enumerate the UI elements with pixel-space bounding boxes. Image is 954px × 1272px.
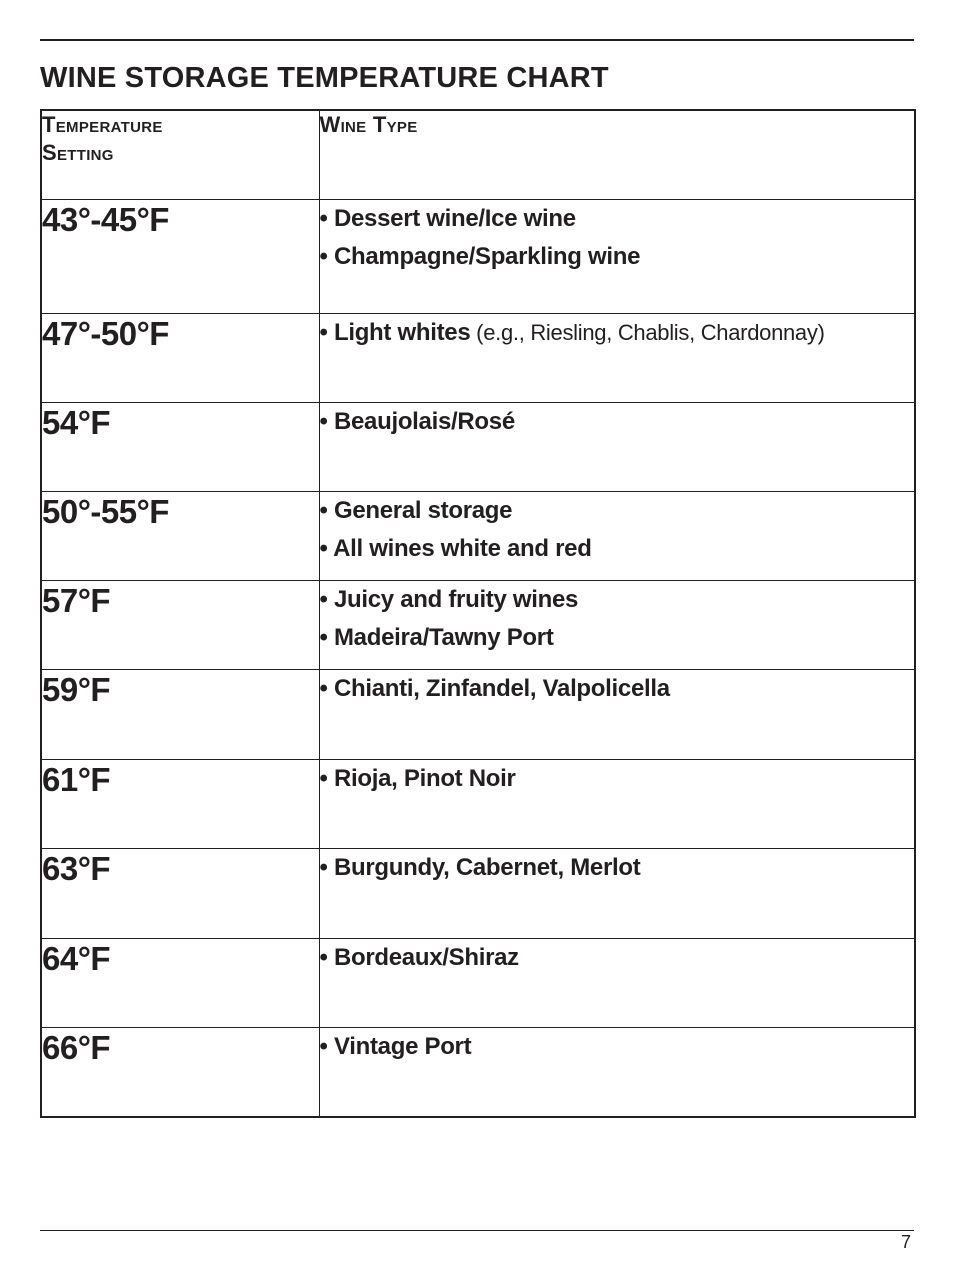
temperature-setting: 54°F xyxy=(41,403,319,492)
temperature-setting: 66°F xyxy=(41,1028,319,1117)
wine-type-item xyxy=(320,492,915,530)
table-row xyxy=(41,200,915,314)
wine-type-item xyxy=(320,403,915,441)
wine-type-item xyxy=(320,939,915,977)
wine-type-item xyxy=(320,530,915,568)
header-temperature-line2: Setting xyxy=(42,140,114,165)
wine-type-item xyxy=(320,760,915,798)
wine-type-cell xyxy=(319,492,915,581)
temperature-setting: 64°F xyxy=(41,939,319,1028)
wine-type-item xyxy=(320,200,915,238)
wine-type-cell xyxy=(319,200,915,314)
wine-type-label: • All wines white and red xyxy=(319,535,592,562)
wine-type-label: • Chianti, Zinfandel, Valpolicella xyxy=(319,675,670,702)
wine-type-label: • Light whites xyxy=(319,319,471,346)
table-row xyxy=(41,1028,915,1117)
wine-type-label: • General storage xyxy=(319,497,513,524)
wine-type-cell xyxy=(319,760,915,849)
wine-type-label: • Vintage Port xyxy=(319,1033,472,1060)
wine-type-label: • Madeira/Tawny Port xyxy=(319,624,554,651)
wine-type-item xyxy=(320,238,915,276)
wine-type-item xyxy=(320,849,915,887)
wine-type-item xyxy=(320,581,915,619)
table-body xyxy=(41,200,915,1117)
page-title: WINE STORAGE TEMPERATURE CHART xyxy=(40,62,609,94)
wine-type-cell xyxy=(319,314,915,403)
temperature-setting: 47°-50°F xyxy=(41,314,319,403)
top-rule xyxy=(40,39,914,41)
table-row xyxy=(41,581,915,670)
table-row xyxy=(41,760,915,849)
page-number: 7 xyxy=(900,1232,911,1252)
wine-type-item xyxy=(320,670,915,708)
wine-type-cell xyxy=(319,939,915,1028)
wine-type-item xyxy=(320,314,915,352)
wine-type-label: • Beaujolais/Rosé xyxy=(319,408,515,435)
wine-type-label: • Bordeaux/Shiraz xyxy=(319,944,519,971)
table-row xyxy=(41,849,915,939)
wine-type-label: • Rioja, Pinot Noir xyxy=(319,765,516,792)
wine-type-label: • Juicy and fruity wines xyxy=(319,586,579,613)
wine-type-cell xyxy=(319,581,915,670)
wine-type-cell xyxy=(319,670,915,760)
table-row xyxy=(41,403,915,492)
temperature-setting: 61°F xyxy=(41,760,319,849)
wine-type-cell xyxy=(319,849,915,939)
header-temperature-setting xyxy=(41,110,319,200)
wine-type-cell xyxy=(319,1028,915,1117)
wine-type-cell xyxy=(319,403,915,492)
wine-type-item xyxy=(320,619,915,657)
table-row xyxy=(41,492,915,581)
wine-temperature-table xyxy=(40,109,916,1118)
wine-type-label: • Burgundy, Cabernet, Merlot xyxy=(319,854,641,881)
header-temperature-line1: Temperature xyxy=(42,112,163,137)
table-row xyxy=(41,314,915,403)
table-row xyxy=(41,670,915,760)
temperature-setting: 57°F xyxy=(41,581,319,670)
temperature-setting: 43°-45°F xyxy=(41,200,319,314)
wine-type-examples: (e.g., Riesling, Chablis, Chardonnay) xyxy=(470,320,825,345)
temperature-setting: 50°-55°F xyxy=(41,492,319,581)
wine-type-label: • Champagne/Sparkling wine xyxy=(319,243,641,270)
wine-type-label: • Dessert wine/Ice wine xyxy=(319,205,576,232)
table-header-row xyxy=(41,110,915,200)
table-row xyxy=(41,939,915,1028)
temperature-setting: 59°F xyxy=(41,670,319,760)
bottom-rule xyxy=(40,1230,914,1231)
temperature-setting: 63°F xyxy=(41,849,319,939)
header-wine-type: Wine Type xyxy=(319,110,915,200)
wine-type-item xyxy=(320,1028,915,1066)
